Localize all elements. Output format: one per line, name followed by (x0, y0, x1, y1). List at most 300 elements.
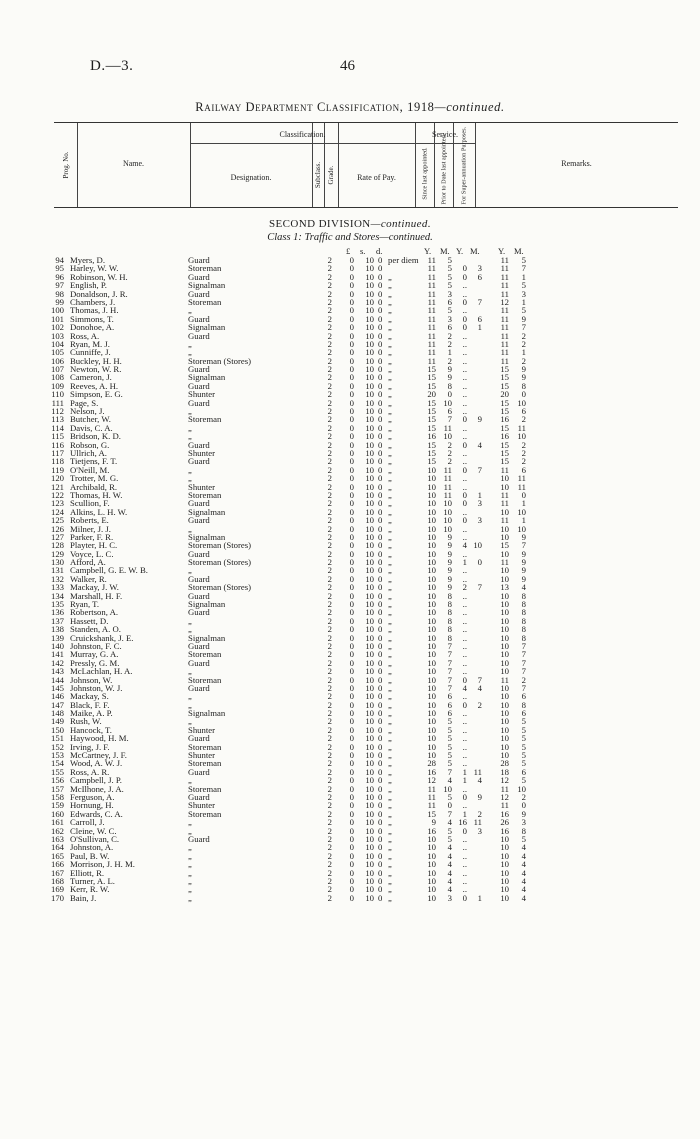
grade-cell: 2 (327, 682, 332, 693)
since-years-cell: 11 (427, 347, 436, 358)
super-months-cell: 5 (521, 833, 526, 844)
name-cell: Scullion, F. (70, 498, 110, 509)
designation-cell: Signalman (188, 280, 226, 291)
pay-shillings-cell: 10 (365, 666, 374, 677)
pay-pounds-cell: 0 (349, 506, 354, 517)
super-years-cell: 15 (500, 380, 509, 391)
prog-no-cell: 140 (50, 640, 64, 651)
pay-pounds-cell: 0 (349, 666, 354, 677)
prior-months-cell: 3 (477, 515, 482, 526)
grade-cell: 2 (327, 288, 332, 299)
pay-period-cell: „ (388, 792, 392, 802)
grade-cell: 2 (327, 481, 332, 492)
designation-cell: Storeman (188, 808, 222, 819)
pay-shillings-cell: 10 (365, 842, 374, 853)
pay-pounds-cell: 0 (349, 750, 354, 761)
pay-period-cell: „ (388, 548, 392, 559)
pay-pence-cell: 0 (378, 750, 383, 761)
super-years-cell: 15 (500, 372, 509, 383)
prior-years-cell: .. (462, 691, 467, 702)
name-cell: Playter, H. C. (70, 540, 118, 551)
name-cell: Chambers, J. (70, 296, 116, 307)
name-cell: Wood, A. W. J. (70, 758, 123, 769)
super-months-cell: 6 (521, 766, 526, 777)
pay-pounds-cell: 0 (349, 741, 354, 752)
name-cell: English, P. (70, 280, 107, 291)
grade-cell: 2 (327, 833, 332, 844)
since-months-cell: 3 (447, 288, 452, 299)
prior-years-cell: .. (462, 280, 467, 291)
prior-years-cell: 2 (462, 582, 467, 593)
grade-cell: 2 (327, 741, 332, 752)
pay-pounds-cell: 0 (349, 884, 354, 895)
since-years-cell: 15 (427, 406, 436, 417)
super-months-cell: 10 (517, 523, 526, 534)
pay-shillings-cell: 10 (365, 699, 374, 710)
since-months-cell: 8 (447, 380, 452, 391)
pay-period-cell: „ (388, 557, 392, 568)
pay-period-cell: „ (388, 708, 392, 719)
since-years-cell: 15 (427, 456, 436, 467)
name-cell: Alkins, L. H. W. (70, 506, 128, 517)
super-months-cell: 9 (521, 364, 526, 375)
since-years-cell: 11 (427, 313, 436, 324)
pay-pence-cell: 0 (378, 850, 383, 861)
since-months-cell: 4 (447, 817, 452, 828)
prior-years-cell: .. (462, 506, 467, 517)
pay-shillings-cell: 10 (365, 750, 374, 761)
super-years-cell: 15 (500, 439, 509, 450)
pay-pounds-cell: 0 (349, 817, 354, 828)
header-for-superannuation: For Super-annuation Purposes. (460, 126, 468, 205)
prog-no-cell: 102 (50, 322, 64, 333)
grade-cell: 2 (327, 414, 332, 425)
since-years-cell: 9 (431, 817, 436, 828)
pay-period-cell: „ (388, 473, 392, 484)
pay-pounds-cell: 0 (349, 422, 354, 433)
super-years-cell: 10 (500, 682, 509, 693)
prog-no-cell: 115 (51, 431, 64, 442)
pay-pence-cell: 0 (378, 330, 383, 341)
pay-period-cell: „ (388, 590, 392, 601)
grade-cell: 2 (327, 708, 332, 719)
prog-no-cell: 107 (50, 364, 64, 375)
pay-pence-cell: 0 (378, 313, 383, 324)
since-years-cell: 15 (427, 808, 436, 819)
super-months-cell: 5 (521, 280, 526, 291)
since-months-cell: 9 (447, 531, 452, 542)
prog-no-cell: 100 (50, 305, 64, 316)
prior-years-cell: .. (462, 833, 467, 844)
grade-cell: 2 (327, 783, 332, 794)
pay-period-cell: „ (388, 422, 392, 433)
designation-cell: Guard (188, 288, 210, 299)
prog-no-cell: 170 (50, 892, 64, 903)
super-years-cell: 10 (500, 741, 509, 752)
designation-cell: Storeman (188, 649, 222, 660)
since-months-cell: 2 (447, 456, 452, 467)
prog-no-cell: 146 (50, 691, 64, 702)
division-label: SECOND DIVISION (269, 218, 371, 230)
pay-pence-cell: 0 (378, 305, 383, 316)
since-months-cell: 11 (443, 481, 452, 492)
prog-no-cell: 116 (51, 439, 64, 450)
pay-pence-cell: 0 (378, 322, 383, 333)
prior-years-cell: .. (462, 800, 467, 811)
prior-years-cell: 16 (458, 817, 467, 828)
prior-years-cell: .. (462, 733, 467, 744)
pay-period-cell: „ (388, 431, 392, 442)
name-cell: Roberts, E. (70, 515, 109, 526)
prior-months-cell: 9 (477, 792, 482, 802)
pay-pence-cell: 0 (378, 691, 383, 702)
prior-years-cell: .. (462, 406, 467, 417)
super-months-cell: 5 (521, 758, 526, 769)
unit-years-super: Y. (498, 246, 506, 256)
prog-no-cell: 166 (50, 859, 64, 870)
pay-shillings-cell: 10 (365, 296, 374, 307)
pay-shillings-cell: 10 (365, 364, 374, 375)
name-cell: Johnston, F. C. (70, 640, 122, 651)
pay-shillings-cell: 10 (365, 464, 374, 475)
name-cell: Murray, G. A. (70, 649, 119, 660)
pay-shillings-cell: 10 (365, 825, 374, 836)
prior-months-cell: 3 (477, 825, 482, 836)
pay-pence-cell: 0 (378, 615, 383, 626)
pay-period-cell: „ (388, 842, 392, 853)
pay-pounds-cell: 0 (349, 708, 354, 719)
name-cell: McLachlan, H. A. (70, 666, 133, 677)
pay-period-cell: „ (388, 439, 392, 450)
name-cell: Harley, W. W. (70, 263, 119, 274)
pay-shillings-cell: 10 (365, 540, 374, 551)
prior-years-cell: 1 (462, 775, 467, 786)
pay-pounds-cell: 0 (349, 640, 354, 651)
super-months-cell: 8 (521, 380, 526, 391)
pay-shillings-cell: 10 (365, 640, 374, 651)
prog-no-cell: 96 (55, 271, 64, 282)
since-years-cell: 10 (427, 473, 436, 484)
since-months-cell: 10 (443, 515, 452, 526)
super-years-cell: 16 (500, 825, 509, 836)
pay-pence-cell: 0 (378, 372, 383, 383)
grade-cell: 2 (327, 699, 332, 710)
pay-period-cell: „ (388, 632, 392, 643)
name-cell: Page, S. (70, 397, 99, 408)
since-years-cell: 15 (427, 447, 436, 458)
super-months-cell: 6 (521, 691, 526, 702)
since-years-cell: 15 (427, 380, 436, 391)
prog-no-cell: 162 (50, 825, 64, 836)
super-months-cell: 11 (517, 422, 526, 433)
pay-period-cell: „ (388, 640, 392, 651)
super-months-cell: 0 (521, 489, 526, 500)
designation-cell: Guard (188, 271, 210, 282)
pay-pounds-cell: 0 (349, 590, 354, 601)
pay-shillings-cell: 10 (365, 515, 374, 526)
designation-cell: „ (188, 565, 192, 576)
designation-cell: Storeman (Stores) (188, 557, 251, 568)
prog-no-cell: 137 (50, 615, 64, 626)
table-header (54, 122, 678, 208)
super-months-cell: 9 (521, 548, 526, 559)
designation-cell: Guard (188, 733, 210, 744)
pay-shillings-cell: 10 (365, 590, 374, 601)
since-years-cell: 10 (427, 498, 436, 509)
since-months-cell: 9 (447, 540, 452, 551)
grade-cell: 2 (327, 792, 332, 802)
pay-shillings-cell: 10 (365, 372, 374, 383)
name-cell: Ross, A. (70, 330, 100, 341)
designation-cell: „ (188, 523, 192, 534)
pay-pence-cell: 0 (378, 867, 383, 878)
designation-cell: „ (188, 842, 192, 853)
page-title (0, 100, 700, 115)
pay-pounds-cell: 0 (349, 380, 354, 391)
header-classification: Classification. (279, 130, 326, 139)
super-months-cell: 4 (521, 884, 526, 895)
pay-pounds-cell: 0 (349, 599, 354, 610)
prog-no-cell: 149 (50, 716, 64, 727)
name-cell: Ross, A. R. (70, 766, 110, 777)
pay-pence-cell: 0 (378, 280, 383, 291)
grade-cell: 2 (327, 431, 332, 442)
pay-pence-cell: 0 (378, 808, 383, 819)
grade-cell: 2 (327, 590, 332, 601)
grade-cell: 2 (327, 364, 332, 375)
grade-cell: 2 (327, 498, 332, 509)
prog-no-cell: 160 (50, 808, 64, 819)
super-years-cell: 10 (500, 842, 509, 853)
prior-months-cell: 7 (477, 582, 482, 593)
since-years-cell: 10 (427, 582, 436, 593)
super-months-cell: 1 (521, 271, 526, 282)
super-years-cell: 28 (500, 758, 509, 769)
prog-no-cell: 99 (55, 296, 64, 307)
designation-cell: Storeman (188, 414, 222, 425)
since-months-cell: 5 (447, 750, 452, 761)
super-months-cell: 0 (521, 800, 526, 811)
prior-months-cell: 0 (477, 557, 482, 568)
since-months-cell: 8 (447, 632, 452, 643)
pay-shillings-cell: 10 (365, 565, 374, 576)
super-months-cell: 5 (521, 305, 526, 316)
since-years-cell: 10 (427, 540, 436, 551)
name-cell: Nelson, J. (70, 406, 105, 417)
since-months-cell: 2 (447, 355, 452, 366)
since-years-cell: 10 (427, 632, 436, 643)
pay-pence-cell: 0 (378, 473, 383, 484)
pay-pounds-cell: 0 (349, 322, 354, 333)
super-months-cell: 5 (521, 724, 526, 735)
pay-pounds-cell: 0 (349, 800, 354, 811)
pay-pence-cell: 0 (378, 884, 383, 895)
prog-no-cell: 126 (50, 523, 64, 534)
super-months-cell: 11 (517, 481, 526, 492)
since-years-cell: 10 (427, 750, 436, 761)
super-years-cell: 10 (500, 649, 509, 660)
since-months-cell: 11 (443, 489, 452, 500)
since-months-cell: 2 (447, 330, 452, 341)
pay-pounds-cell: 0 (349, 280, 354, 291)
pay-period-cell: „ (388, 691, 392, 702)
pay-period-cell: „ (388, 741, 392, 752)
prog-no-cell: 163 (50, 833, 64, 844)
prior-years-cell: 0 (462, 313, 467, 324)
since-months-cell: 7 (447, 414, 452, 425)
designation-cell: Guard (188, 682, 210, 693)
pay-period-cell: „ (388, 305, 392, 316)
designation-cell: Guard (188, 397, 210, 408)
prior-months-cell: 6 (477, 271, 482, 282)
pay-pounds-cell: 0 (349, 557, 354, 568)
pay-pence-cell: 0 (378, 255, 383, 265)
prior-months-cell: 2 (477, 699, 482, 710)
pay-pence-cell: 0 (378, 590, 383, 601)
grade-cell: 2 (327, 406, 332, 417)
name-cell: Ryan, T. (70, 599, 100, 610)
pay-pounds-cell: 0 (349, 624, 354, 635)
division-suffix: —continued. (370, 218, 431, 230)
prior-months-cell: 4 (477, 775, 482, 786)
pay-pounds-cell: 0 (349, 355, 354, 366)
grade-cell: 2 (327, 850, 332, 861)
class-suffix: —continued. (379, 232, 433, 243)
name-cell: Robson, G. (70, 439, 110, 450)
pay-pence-cell: 0 (378, 792, 383, 802)
super-months-cell: 0 (521, 389, 526, 400)
grade-cell: 2 (327, 599, 332, 610)
prog-no-cell: 139 (50, 632, 64, 643)
prog-no-cell: 138 (50, 624, 64, 635)
pay-pounds-cell: 0 (349, 347, 354, 358)
since-years-cell: 10 (427, 884, 436, 895)
super-years-cell: 11 (500, 674, 509, 685)
super-years-cell: 15 (500, 422, 509, 433)
pay-pounds-cell: 0 (349, 716, 354, 727)
super-months-cell: 9 (521, 565, 526, 576)
title-main: Railway Department Classification, 1918 (195, 100, 435, 114)
prog-no-cell: 168 (50, 875, 64, 886)
since-years-cell: 10 (427, 842, 436, 853)
designation-cell: „ (188, 859, 192, 870)
name-cell: Parker, F. R. (70, 531, 114, 542)
designation-cell: Signalman (188, 506, 226, 517)
prog-no-cell: 130 (50, 557, 64, 568)
super-years-cell: 11 (500, 255, 509, 265)
since-months-cell: 6 (447, 406, 452, 417)
name-cell: Simpson, E. G. (70, 389, 123, 400)
super-years-cell: 10 (500, 724, 509, 735)
since-years-cell: 10 (427, 674, 436, 685)
pay-shillings-cell: 10 (365, 708, 374, 719)
grade-cell: 2 (327, 657, 332, 668)
designation-cell: „ (188, 775, 192, 786)
pay-pence-cell: 0 (378, 649, 383, 660)
since-months-cell: 9 (447, 364, 452, 375)
prior-years-cell: .. (462, 724, 467, 735)
pay-pence-cell: 0 (378, 498, 383, 509)
pay-pounds-cell: 0 (349, 473, 354, 484)
super-months-cell: 8 (521, 632, 526, 643)
prog-no-cell: 135 (50, 599, 64, 610)
since-months-cell: 5 (447, 716, 452, 727)
prog-no-cell: 97 (55, 280, 64, 291)
pay-pence-cell: 0 (378, 347, 383, 358)
grade-cell: 2 (327, 347, 332, 358)
prog-no-cell: 152 (50, 741, 64, 752)
unit-years-since: Y. (424, 246, 432, 256)
super-months-cell: 5 (521, 733, 526, 744)
pay-pounds-cell: 0 (349, 456, 354, 467)
prior-years-cell: .. (462, 548, 467, 559)
pay-pence-cell: 0 (378, 481, 383, 492)
designation-cell: Storeman (Stores) (188, 582, 251, 593)
name-cell: Archibald, R. (70, 481, 118, 492)
prog-no-cell: 169 (50, 884, 64, 895)
super-years-cell: 10 (500, 640, 509, 651)
pay-shillings-cell: 10 (365, 573, 374, 584)
pay-period-cell: „ (388, 733, 392, 744)
pay-pence-cell: 0 (378, 456, 383, 467)
prior-years-cell: .. (462, 380, 467, 391)
pay-period-cell: „ (388, 447, 392, 458)
prog-no-cell: 109 (50, 380, 64, 391)
name-cell: Carroll, J. (70, 817, 105, 828)
since-months-cell: 7 (447, 808, 452, 819)
name-cell: Irving, J. F. (70, 741, 110, 752)
since-months-cell: 5 (447, 758, 452, 769)
pay-period-cell: „ (388, 288, 392, 299)
since-years-cell: 10 (427, 557, 436, 568)
super-months-cell: 4 (521, 892, 526, 903)
pay-pounds-cell: 0 (349, 255, 354, 265)
pay-shillings-cell: 10 (365, 624, 374, 635)
designation-cell: Storeman (188, 758, 222, 769)
pay-pence-cell: 0 (378, 406, 383, 417)
pay-pounds-cell: 0 (349, 330, 354, 341)
since-months-cell: 5 (447, 733, 452, 744)
pay-shillings-cell: 10 (365, 649, 374, 660)
designation-cell: Storeman (Stores) (188, 540, 251, 551)
pay-shillings-cell: 10 (365, 800, 374, 811)
since-years-cell: 15 (427, 439, 436, 450)
super-years-cell: 11 (500, 313, 509, 324)
grade-cell: 2 (327, 506, 332, 517)
grade-cell: 2 (327, 775, 332, 786)
prior-months-cell: 2 (477, 808, 482, 819)
pay-period-cell: „ (388, 649, 392, 660)
grade-cell: 2 (327, 322, 332, 333)
pay-pounds-cell: 0 (349, 691, 354, 702)
name-cell: Robinson, W. H. (70, 271, 128, 282)
pay-shillings-cell: 10 (365, 758, 374, 769)
header-designation: Designation. (230, 173, 272, 182)
pay-shillings-cell: 10 (365, 355, 374, 366)
pay-period-cell: „ (388, 280, 392, 291)
pay-period-cell: „ (388, 775, 392, 786)
pay-pounds-cell: 0 (349, 313, 354, 324)
prior-years-cell: 0 (462, 825, 467, 836)
pay-period-cell: „ (388, 355, 392, 366)
pay-pounds-cell: 0 (349, 573, 354, 584)
super-years-cell: 11 (500, 305, 509, 316)
since-months-cell: 7 (447, 657, 452, 668)
grade-cell: 2 (327, 515, 332, 526)
header-prior-to-date: Prior to Date last appointed. (440, 133, 448, 205)
pay-shillings-cell: 10 (365, 733, 374, 744)
pay-pence-cell: 0 (378, 548, 383, 559)
